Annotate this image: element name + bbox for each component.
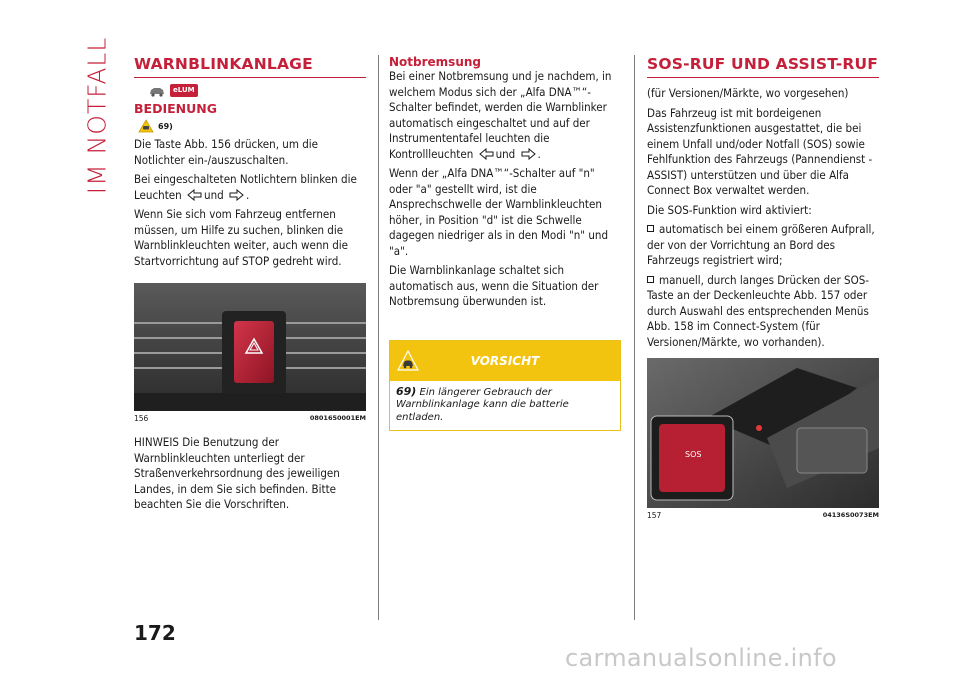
warning-box — [389, 340, 621, 432]
column-divider — [634, 55, 635, 620]
elum-badge: eLUM — [170, 84, 198, 97]
column-sos-ruf — [647, 55, 879, 532]
right-turn-signal-icon — [229, 189, 244, 201]
warning-text: 69) Ein längerer Gebrauch der Warnblinkanlage kann die batterie entladen. — [396, 384, 569, 423]
left-turn-signal-icon — [479, 148, 494, 160]
warning-reference: 69) — [138, 119, 366, 133]
bullet-icon — [647, 225, 654, 232]
paragraph: Die Taste Abb. 156 drücken, um die Notlichter ein-/auszuschalten. — [134, 137, 319, 167]
paragraph: Die SOS-Funktion wird aktiviert: — [647, 202, 812, 217]
list-item: automatisch bei einem größeren Aufprall, der von der Vorrichtung an Bord des Fahrzeugs registriert wird; — [647, 222, 875, 267]
paragraph: (für Versionen/Märkte, wo vorgesehen) — [647, 86, 849, 100]
section-heading: WARNBLINKANLAGE — [134, 55, 366, 78]
warning-header: VORSICHT — [390, 341, 620, 381]
hazard-button-photo — [134, 283, 366, 411]
left-turn-signal-icon — [187, 189, 202, 201]
bullet-icon — [647, 276, 654, 283]
list-item: manuell, durch langes Drücken der SOS-Taste an der Deckenleuchte Abb. 157 oder durch Auswahl des entsprechenden Menüs Abb. 158 im Connect-System (für Versionen/Märkte, wo vorhanden). — [647, 272, 870, 349]
right-turn-signal-icon — [521, 148, 536, 160]
paragraph: Die Warnblinkanlage schaltet sich automatisch aus, wenn die Situation der Notbremsung überwunden ist. — [389, 263, 599, 308]
paragraph: Bei eingeschalteten Notlichtern blinken die Leuchten und . — [134, 172, 357, 202]
figure-caption: 156 0801650001EM — [134, 414, 366, 423]
figure-caption: 157 04136S0073EM — [647, 511, 879, 520]
section-heading: SOS-RUF UND ASSIST-RUF — [647, 55, 879, 78]
sos-button-label: SOS — [685, 450, 702, 459]
watermark: carmanualsonline.info — [565, 644, 837, 672]
elum-indicator — [148, 84, 366, 97]
figure-hazard-button — [134, 283, 366, 411]
column-notbremsung — [389, 55, 621, 431]
sos-button-photo — [647, 358, 879, 508]
paragraph: Wenn der „Alfa DNA™“-Schalter auf "n" oder "a" gestellt wird, ist die Ansprechschwelle der Warnblinkleuchten höher, in Position "d" ist die Schwelle dagegen niedriger als in den Modi "n" und "a". — [389, 166, 609, 258]
subheading: BEDIENUNG — [134, 101, 217, 116]
car-icon — [148, 85, 166, 97]
column-warnblinkanlage — [134, 55, 366, 517]
paragraph: Bei einer Notbremsung und je nachdem, in welchem Modus sich der „Alfa DNA™“-Schalter befindet, werden die Warnblinker automatisch eingeschaltet und auf der Instrumententafel leuchten die Kontrollleuchten und . — [389, 69, 612, 161]
subheading: Notbremsung — [389, 55, 481, 69]
note-paragraph: HINWEIS Die Benutzung der Warnblinkleuchten unterliegt der Straßenverkehrsordnung des jeweiligen Landes, in dem Sie sich befinden. Bitte beachten Sie die Vorschriften. — [134, 435, 340, 511]
chapter-side-label: IM NOTFALL — [82, 36, 112, 194]
paragraph: Wenn Sie sich vom Fahrzeug entfernen müssen, um Hilfe zu suchen, blinken die Warnblinkleuchten weiter, auch wenn die Startvorrichtung auf STOP gedreht wird. — [134, 207, 349, 268]
column-divider — [378, 55, 379, 620]
warning-triangle-icon — [138, 119, 154, 133]
page-number: 172 — [134, 621, 176, 645]
warning-car-icon — [397, 350, 419, 372]
figure-sos-button — [647, 358, 879, 508]
paragraph: Das Fahrzeug ist mit bordeigenen Assistenzfunktionen ausgestattet, die bei einem Unfall und/oder Notfall (SOS) sowie Fehlfunktion des Fahrzeugs (Pannendienst - ASSIST) unterstützen und über die Alfa Connect Box verwaltet werden. — [647, 105, 873, 197]
